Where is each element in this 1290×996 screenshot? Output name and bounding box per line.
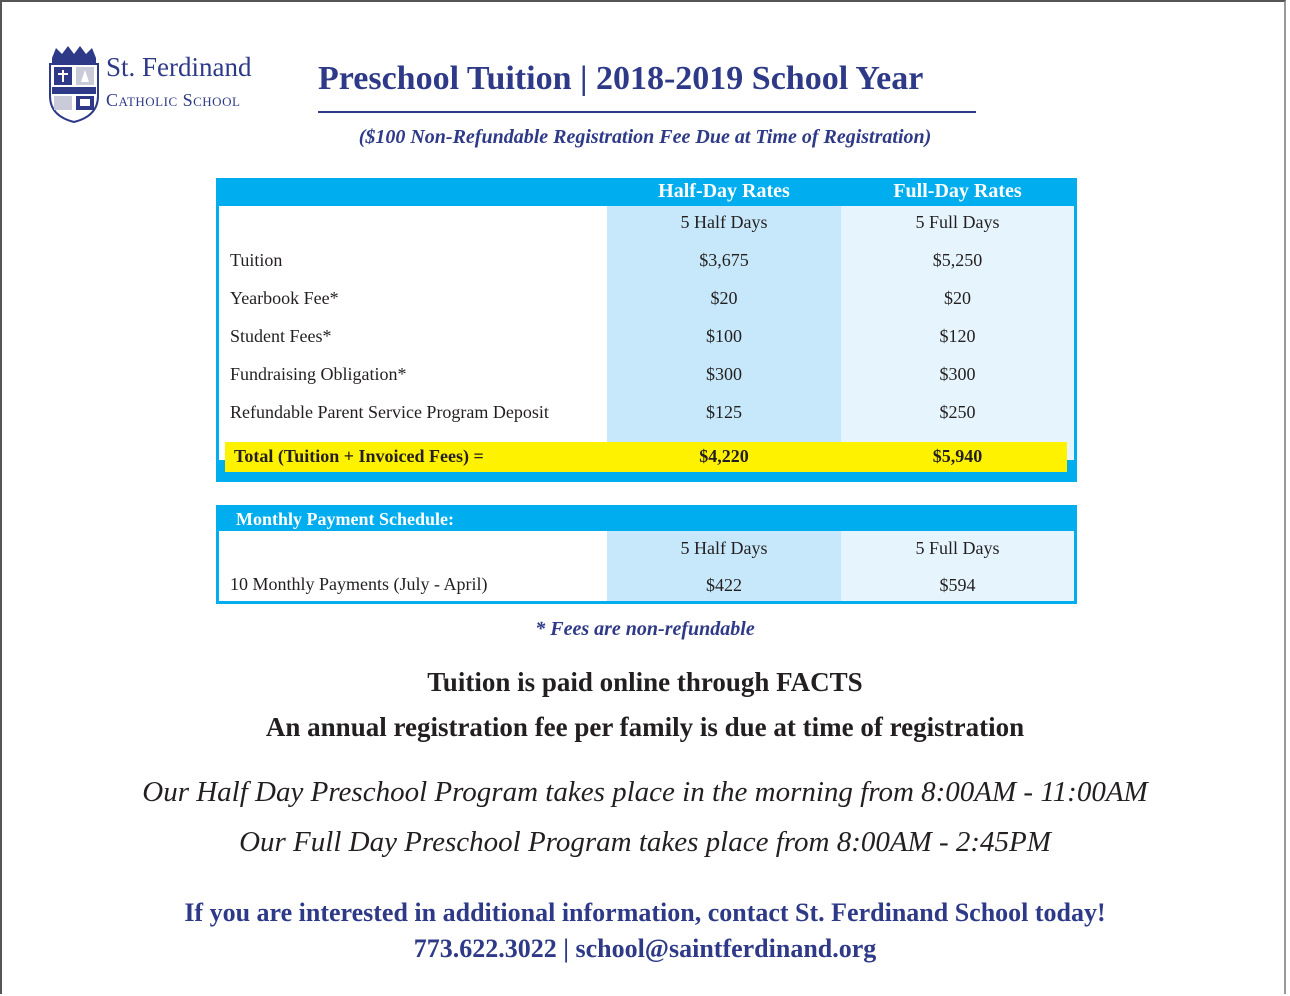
school-logo	[48, 44, 288, 126]
contact-line: If you are interested in additional information, contact St. Ferdinand School today!	[184, 898, 1106, 927]
half-day-subheader: 5 Half Days	[680, 212, 768, 232]
half-day-tuition: $3,675	[699, 250, 749, 270]
row-label-deposit: Refundable Parent Service Program Deposit	[230, 402, 549, 422]
row-label-student-fees: Student Fees*	[230, 326, 332, 346]
facts-payment-note: Tuition is paid online through FACTS	[427, 667, 863, 697]
annual-fee-note: An annual registration fee per family is due at time of registration	[265, 712, 1025, 742]
full-day-tuition: $5,250	[932, 250, 983, 270]
contact-phone[interactable]: 773.622.3022	[413, 934, 557, 963]
full-day-program-hours: Our Full Day Preschool Program takes place from 8:00AM - 2:45PM	[239, 826, 1051, 858]
full-day-header: Full-Day Rates	[893, 180, 1022, 202]
monthly-payment-table	[216, 505, 1077, 604]
half-day-total: $4,220	[699, 446, 749, 466]
row-label-yearbook: Yearbook Fee*	[230, 288, 339, 308]
rates-table	[216, 178, 1077, 482]
half-day-program-hours: Our Half Day Preschool Program takes place in the morning from 8:00AM - 11:00AM	[142, 776, 1148, 808]
full-day-total: $5,940	[932, 446, 983, 466]
monthly-header: Monthly Payment Schedule:	[236, 509, 454, 529]
monthly-full-subheader: 5 Full Days	[915, 538, 1000, 558]
half-day-fundraising: $300	[706, 364, 742, 384]
school-crest-icon	[48, 44, 100, 124]
title-divider	[318, 111, 976, 113]
half-day-student-fees: $100	[706, 326, 742, 346]
contact-email[interactable]: school@saintferdinand.org	[575, 934, 877, 963]
full-day-yearbook: $20	[944, 288, 971, 308]
registration-fee-note: ($100 Non-Refundable Registration Fee Due at Time of Registration)	[358, 126, 932, 148]
monthly-row-label: 10 Monthly Payments (July - April)	[230, 574, 488, 594]
row-label-tuition: Tuition	[230, 250, 283, 270]
monthly-half-amount: $422	[706, 575, 742, 595]
page-title: Preschool Tuition | 2018-2019 School Year	[318, 60, 924, 97]
half-day-deposit: $125	[706, 402, 742, 422]
contact-separator: |	[563, 934, 569, 963]
full-day-deposit: $250	[939, 402, 976, 422]
total-label: Total (Tuition + Invoiced Fees) =	[234, 446, 484, 466]
full-day-subheader: 5 Full Days	[915, 212, 1000, 232]
half-day-header: Half-Day Rates	[658, 180, 790, 202]
monthly-full-amount: $594	[939, 575, 976, 595]
school-name: St. Ferdinand	[106, 52, 252, 82]
contact-details	[0, 934, 1290, 964]
fees-footnote: * Fees are non-refundable	[535, 618, 755, 640]
school-subname: Catholic School	[106, 90, 241, 110]
half-day-yearbook: $20	[710, 288, 738, 308]
full-day-fundraising: $300	[939, 364, 976, 384]
row-label-fundraising: Fundraising Obligation*	[230, 364, 407, 384]
monthly-half-subheader: 5 Half Days	[680, 538, 768, 558]
full-day-student-fees: $120	[939, 326, 976, 346]
